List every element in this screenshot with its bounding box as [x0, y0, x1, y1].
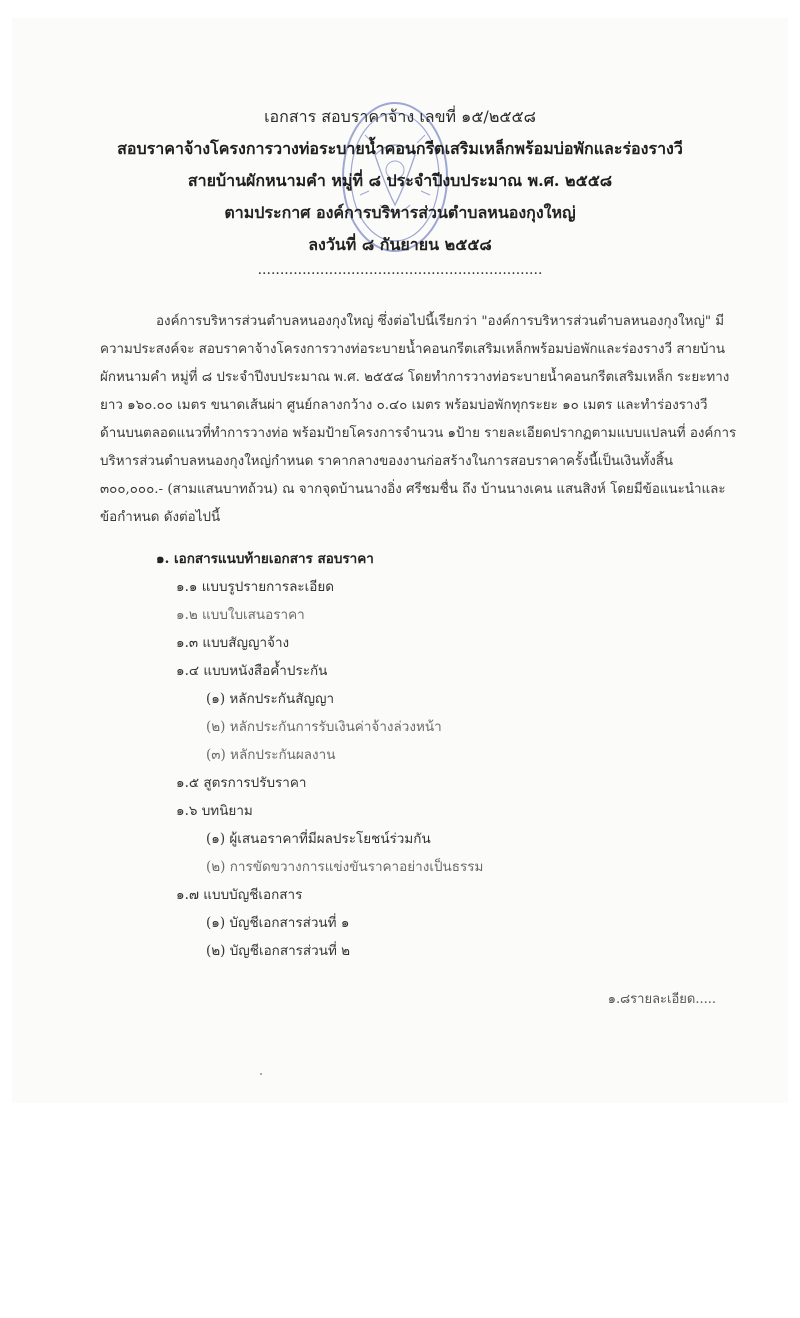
list-item-1-7: ๑.๗ แบบบัญชีเอกสาร [176, 887, 303, 903]
list-item-1-3: ๑.๓ แบบสัญญาจ้าง [176, 635, 290, 651]
intro-line-2: ความประสงค์จะ สอบราคาจ้างโครงการวางท่อระบายน้ำคอนกรีตเสริมเหล็กพร้อมบ่อพักและร่องรางวี สายบ้าน [100, 342, 726, 357]
doc-number-line: เอกสาร สอบราคาจ้าง เลขที่ ๑๕/๒๕๕๘ [264, 107, 536, 126]
list-item-1-7-2: (๒) บัญชีเอกสารส่วนที่ ๒ [206, 943, 351, 959]
project-location-line: สายบ้านผักหนามคำ หมู่ที่ ๘ ประจำปีงบประมาณ พ.ศ. ๒๕๕๘ [187, 171, 613, 190]
list-item-1-2: ๑.๒ แบบใบเสนอราคา [176, 607, 305, 623]
intro-line-5: ด้านบนตลอดแนวที่ทำการวางท่อ พร้อมป้ายโครงการจำนวน ๑ป้าย รายละเอียดปรากฏตามแบบแปลนที่ องค์การ [100, 426, 737, 441]
list-item-1-1: ๑.๑ แบบรูปรายการละเอียด [176, 579, 335, 595]
scan-speck [260, 1073, 262, 1075]
list-item-1-4-3: (๓) หลักประกันผลงาน [206, 747, 336, 763]
project-title-line: สอบราคาจ้างโครงการวางท่อระบายน้ำคอนกรีตเสริมเหล็กพร้อมบ่อพักและร่องรางวี [117, 139, 683, 158]
list-item-1-6-2: (๒) การขัดขวางการแข่งขันราคาอย่างเป็นธรรม [206, 859, 484, 875]
list-item-1-4: ๑.๔ แบบหนังสือค้ำประกัน [176, 663, 328, 679]
intro-line-3: ผักหนามคำ หมู่ที่ ๘ ประจำปีงบประมาณ พ.ศ. ๒๕๕๘ โดยทำการวางท่อระบายน้ำคอนกรีตเสริมเหล็ก ระยะทาง [100, 370, 730, 385]
header-separator: ................................................................ [257, 262, 543, 278]
announcement-date-line: ลงวันที่ ๘ กันยายน ๒๕๕๘ [308, 235, 492, 254]
list-item-1-4-2: (๒) หลักประกันการรับเงินค่าจ้างล่วงหน้า [206, 719, 442, 735]
list-item-1-6-1: (๑) ผู้เสนอราคาที่มีผลประโยชน์ร่วมกัน [206, 831, 431, 847]
intro-line-7: ๓๐๐,๐๐๐.- (สามแสนบาทถ้วน) ณ จากจุดบ้านนางอิ่ง ศรีชมชื่น ถึง บ้านนางเคน แสนสิงห์ โดยมีข้อแนะนำและ [100, 482, 726, 497]
section-1-title: ๑. เอกสารแนบท้ายเอกสาร สอบราคา [156, 551, 374, 567]
list-item-1-6: ๑.๖ บทนิยาม [176, 803, 253, 819]
list-item-1-5: ๑.๕ สูตรการปรับราคา [176, 775, 307, 791]
list-item-1-7-1: (๑) บัญชีเอกสารส่วนที่ ๑ [206, 915, 350, 931]
intro-line-4: ยาว ๑๖๐.๐๐ เมตร ขนาดเส้นผ่า ศูนย์กลางกว้าง ๐.๔๐ เมตร พร้อมบ่อพักทุกระยะ ๑๐ เมตร และทำร่องรางวี [100, 398, 708, 413]
continuation-note: ๑.๘รายละเอียด..... [607, 992, 716, 1007]
list-item-1-4-1: (๑) หลักประกันสัญญา [206, 691, 335, 707]
announcement-issuer-line: ตามประกาศ องค์การบริหารส่วนตำบลหนองกุงใหญ่ [224, 203, 576, 222]
intro-line-1: องค์การบริหารส่วนตำบลหนองกุงใหญ่ ซึ่งต่อไปนี้เรียกว่า "องค์การบริหารส่วนตำบลหนองกุงใหญ่" มี [156, 314, 725, 329]
intro-line-6: บริหารส่วนตำบลหนองกุงใหญ่กำหนด ราคากลางของงานก่อสร้างในการสอบราคาครั้งนี้เป็นเงินทั้งสิ้น [100, 454, 674, 469]
intro-line-8: ข้อกำหนด ดังต่อไปนี้ [100, 510, 221, 525]
